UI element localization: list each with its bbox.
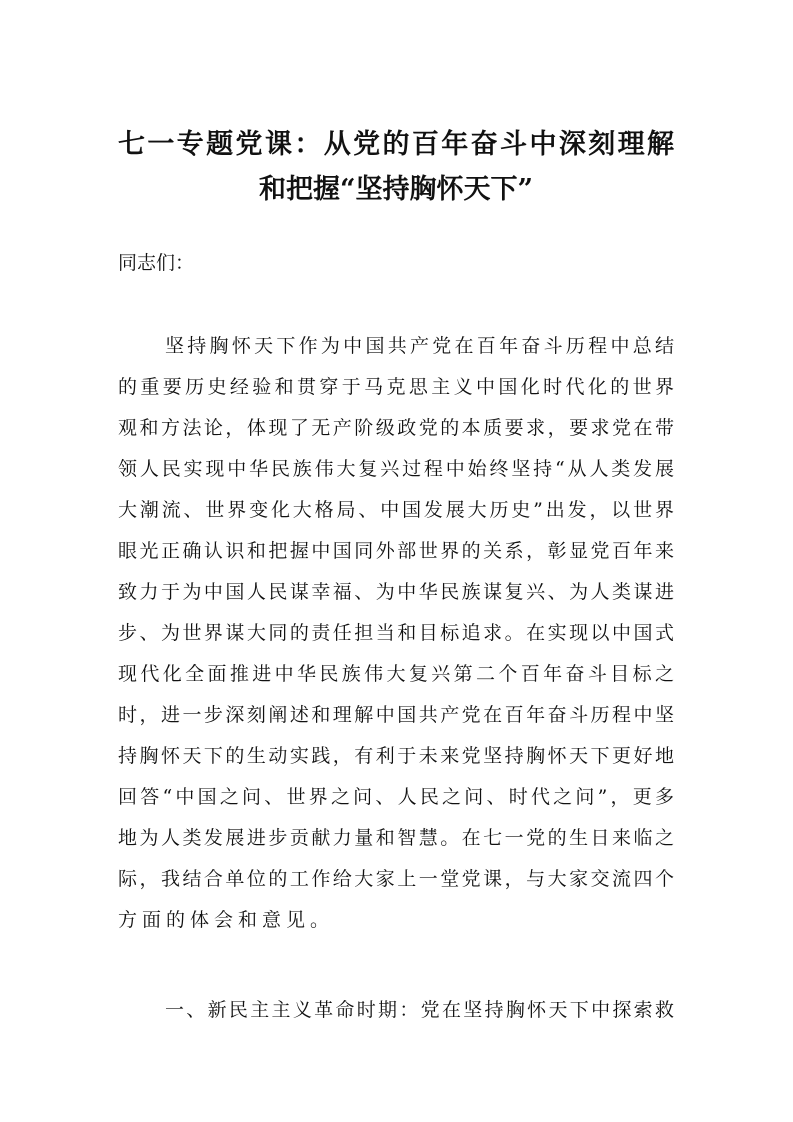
document-title-line-2: 和把握“坚持胸怀天下” xyxy=(258,174,534,205)
paragraph-line: 大潮流、世界变化大格局、中国发展大历史”出发，以世界 xyxy=(118,499,674,521)
paragraph-line: 方面的体会和意见。 xyxy=(118,909,335,931)
paragraph-line: 时，进一步深刻阐述和理解中国共产党在百年奋斗历程中坚 xyxy=(118,704,674,726)
salutation: 同志们： xyxy=(118,252,195,274)
paragraph-line: 坚持胸怀天下作为中国共产党在百年奋斗历程中总结 xyxy=(165,335,674,357)
paragraph-line: 现代化全面推进中华民族伟大复兴第二个百年奋斗目标之 xyxy=(118,663,674,685)
paragraph-line: 致力于为中国人民谋幸福、为中华民族谋复兴、为人类谋进 xyxy=(118,581,674,603)
paragraph-line: 眼光正确认识和把握中国同外部世界的关系，彰显党百年来 xyxy=(118,540,674,562)
paragraph-line: 步、为世界谋大同的责任担当和目标追求。在实现以中国式 xyxy=(118,622,674,644)
paragraph-line: 回答“中国之问、世界之问、人民之问、时代之问”，更多 xyxy=(118,786,674,808)
paragraph-line: 地为人类发展进步贡献力量和智慧。在七一党的生日来临之 xyxy=(118,827,674,849)
paragraph-line: 际，我结合单位的工作给大家上一堂党课，与大家交流四个 xyxy=(118,868,674,890)
paragraph-line: 持胸怀天下的生动实践，有利于未来党坚持胸怀天下更好地 xyxy=(118,745,674,767)
section-heading-1 xyxy=(118,997,674,1038)
paragraph-line: 领人民实现中华民族伟大复兴过程中始终坚持“从人类发展 xyxy=(118,458,674,480)
paragraph-intro xyxy=(118,333,674,948)
paragraph-line: 观和方法论，体现了无产阶级政党的本质要求，要求党在带 xyxy=(118,417,674,439)
paragraph-line: 的重要历史经验和贯穿于马克思主义中国化时代化的世界 xyxy=(118,376,674,398)
section-heading-text: 一、新民主主义革命时期：党在坚持胸怀天下中探索救 xyxy=(165,999,674,1021)
document-title-line-1: 七一专题党课：从党的百年奋斗中深刻理解 xyxy=(118,129,674,160)
